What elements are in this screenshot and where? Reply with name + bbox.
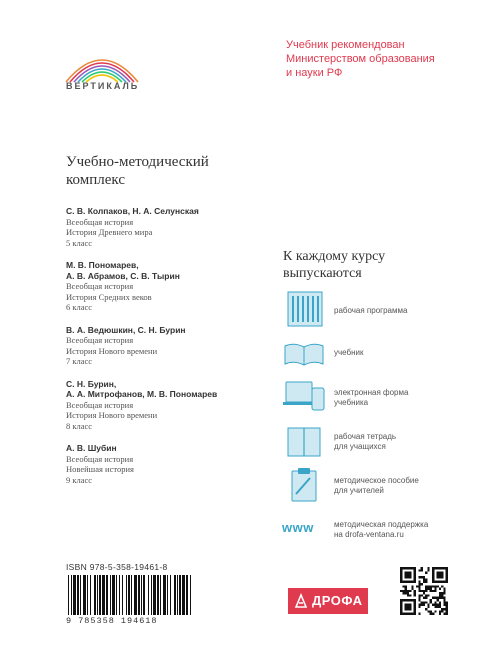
book-series: Всеобщая история — [66, 335, 134, 345]
barcode-bar — [177, 575, 178, 615]
qr-module — [418, 581, 420, 583]
qr-module — [405, 592, 407, 594]
qr-module — [418, 583, 420, 585]
qr-module — [423, 597, 425, 599]
qr-module — [446, 606, 448, 608]
course-item-program — [276, 290, 476, 330]
qr-module — [418, 599, 420, 601]
barcode-bar — [163, 575, 166, 615]
book-grade: 6 класс — [66, 302, 93, 312]
qr-module — [423, 592, 425, 594]
book-entry — [66, 379, 266, 432]
course-label — [334, 432, 474, 452]
qr-module — [439, 606, 441, 608]
qr-module — [443, 588, 445, 590]
courses-heading-line: К каждому курсу — [283, 249, 386, 264]
qr-module — [441, 608, 443, 610]
course-label — [334, 388, 474, 408]
barcode-bar — [128, 575, 130, 615]
qr-module — [434, 606, 436, 608]
barcode-bar — [87, 575, 88, 615]
qr-module — [407, 594, 409, 596]
qr-module — [411, 585, 413, 587]
book-grade: 8 класс — [66, 420, 93, 431]
barcode-bar — [94, 575, 96, 615]
course-label — [334, 476, 474, 496]
book-authors: В. А. Ведюшкин, С. Н. Бурин — [66, 324, 186, 335]
qr-module — [421, 604, 423, 606]
qr-module — [437, 572, 444, 579]
qr-module — [443, 592, 445, 594]
book-entry — [66, 443, 266, 485]
book-series: Всеобщая история — [66, 281, 134, 291]
qr-module — [439, 613, 441, 615]
publisher-name: ДРОФА — [312, 593, 363, 608]
qr-module — [434, 588, 436, 590]
qr-module — [418, 604, 420, 606]
qr-module — [409, 594, 411, 596]
qr-module — [427, 588, 429, 590]
qr-module — [405, 572, 412, 579]
qr-module — [441, 592, 443, 594]
barcode-bar — [157, 575, 159, 615]
qr-module — [439, 604, 441, 606]
qr-module — [443, 604, 445, 606]
course-item-teacher-guide — [276, 466, 476, 506]
qr-module — [425, 608, 427, 610]
qr-module — [446, 613, 448, 615]
barcode-bar — [106, 575, 108, 615]
barcode-bar — [151, 575, 152, 615]
qr-module — [425, 601, 427, 603]
barcode-bar — [143, 575, 145, 615]
book-authors: С. В. Колпаков, Н. А. Селунская — [66, 206, 199, 216]
qr-module — [432, 585, 434, 587]
qr-module — [423, 590, 425, 592]
barcode-bar — [99, 575, 101, 615]
qr-module — [434, 590, 436, 592]
qr-module — [423, 576, 425, 578]
qr-module — [421, 576, 423, 578]
umk-title-line: Учебно-методический — [66, 154, 209, 170]
book-list — [66, 206, 266, 497]
barcode-bar — [112, 575, 115, 615]
book-authors: С. Н. Бурин, — [66, 378, 117, 389]
qr-module — [427, 606, 429, 608]
barcode-bar — [170, 575, 171, 615]
barcode-bar — [83, 575, 86, 615]
qr-module — [427, 610, 429, 612]
qr-module — [425, 588, 427, 590]
qr-module — [439, 588, 441, 590]
qr-module — [427, 585, 429, 587]
barcode-bar — [77, 575, 79, 615]
qr-module — [439, 594, 441, 596]
qr-module — [430, 585, 432, 587]
qr-module — [446, 610, 448, 612]
book-series: Всеобщая история — [66, 216, 134, 227]
qr-module — [421, 594, 423, 596]
qr-module — [434, 601, 436, 603]
barcode-bar — [182, 575, 185, 615]
qr-module — [446, 608, 448, 610]
qr-module — [423, 578, 425, 580]
course-label-line: для учителей — [334, 486, 384, 495]
book-authors: М. В. Пономарев, — [66, 260, 139, 270]
barcode-bar — [160, 575, 161, 615]
qr-module — [405, 590, 407, 592]
book-grade: 5 класс — [66, 237, 93, 248]
qr-module — [434, 585, 436, 587]
course-label-line: на drofa-ventana.ru — [334, 530, 404, 539]
qr-module — [437, 585, 439, 587]
qr-module — [443, 599, 445, 601]
qr-module — [434, 610, 436, 612]
barcode-bar — [97, 575, 98, 615]
barcode-bar — [167, 575, 168, 615]
book-entry — [66, 206, 266, 248]
qr-module — [446, 601, 448, 603]
qr-module — [432, 590, 434, 592]
book-series: Всеобщая история — [66, 453, 134, 464]
barcode-bar — [174, 575, 176, 615]
qr-module — [418, 588, 420, 590]
ministry-recommendation — [286, 38, 476, 80]
qr-module — [418, 613, 420, 615]
book-title: История Древнего мира — [66, 227, 153, 237]
qr-module — [411, 588, 413, 590]
barcode-bar — [141, 575, 142, 615]
book-grade: 7 класс — [66, 356, 93, 366]
qr-module — [432, 597, 434, 599]
barcode-bar — [179, 575, 181, 615]
qr-module — [418, 594, 420, 596]
qr-module — [425, 594, 427, 596]
course-label-line: учебника — [334, 398, 369, 407]
qr-module — [414, 594, 416, 596]
qr-module — [425, 572, 427, 574]
book-series: Всеобщая история — [66, 399, 134, 410]
qr-module — [402, 590, 404, 592]
open-book-icon — [282, 334, 326, 374]
book-authors: А. В. Абрамов, С. В. Тырин — [66, 270, 180, 281]
course-label-line: рабочая тетрадь — [334, 432, 397, 441]
barcode-bar — [71, 575, 72, 615]
qr-module — [423, 601, 425, 603]
barcode-bar — [122, 575, 123, 615]
barcode-bar — [126, 575, 127, 615]
qr-module — [421, 583, 423, 585]
qr-module — [446, 604, 448, 606]
barcode-bar — [90, 575, 91, 615]
barcode-bar — [68, 575, 69, 615]
qr-module — [437, 597, 439, 599]
course-label: рабочая программа — [334, 306, 408, 315]
qr-module — [421, 601, 423, 603]
qr-module — [441, 597, 443, 599]
qr-module — [402, 592, 404, 594]
qr-module — [430, 613, 432, 615]
qr-module — [443, 608, 445, 610]
clipboard-icon — [282, 466, 326, 506]
qr-module — [439, 592, 441, 594]
qr-module — [443, 590, 445, 592]
qr-module — [405, 588, 407, 590]
qr-module — [439, 601, 441, 603]
barcode-bar — [134, 575, 137, 615]
book-title: Новейшая история — [66, 464, 134, 474]
qr-module — [416, 585, 418, 587]
barcode-bar — [80, 575, 81, 615]
qr-module — [409, 590, 411, 592]
qr-module — [421, 590, 423, 592]
barcode-bar — [73, 575, 76, 615]
qr-module — [430, 590, 432, 592]
course-item-eform — [276, 378, 476, 418]
barcode-bar — [116, 575, 117, 615]
qr-module — [441, 594, 443, 596]
qr-module — [437, 599, 439, 601]
qr-module — [430, 610, 432, 612]
qr-module — [400, 590, 402, 592]
qr-module — [443, 601, 445, 603]
course-label-line: для учащихся — [334, 442, 386, 451]
program-sheet-icon — [282, 290, 326, 330]
book-title: История Нового времени — [66, 345, 158, 356]
qr-module — [441, 610, 443, 612]
course-label-line: методическое пособие — [334, 476, 419, 485]
qr-module — [405, 604, 412, 611]
qr-module — [423, 581, 425, 583]
qr-module — [418, 569, 420, 571]
barcode-bar — [153, 575, 156, 615]
qr-module — [414, 590, 416, 592]
isbn: ISBN 978-5-358-19461-8 — [66, 562, 168, 572]
qr-module — [430, 599, 432, 601]
umk-title — [66, 153, 246, 189]
barcode-bar — [190, 575, 191, 615]
book-title: История Нового времени — [66, 410, 158, 420]
qr-module — [414, 592, 416, 594]
qr-module — [418, 585, 420, 587]
barcode-bar — [186, 575, 188, 615]
course-label: учебник — [334, 348, 364, 357]
book-entry — [66, 260, 266, 313]
qr-module — [418, 576, 420, 578]
qr-module — [402, 585, 404, 587]
barcode — [66, 575, 196, 621]
recommendation-line: и науки РФ — [286, 67, 343, 79]
qr-module — [418, 606, 420, 608]
book-entry — [66, 325, 266, 367]
course-item-textbook — [276, 334, 476, 374]
qr-module — [439, 597, 441, 599]
qr-module — [405, 585, 407, 587]
qr-module — [427, 594, 429, 596]
qr-code-icon — [400, 567, 448, 615]
course-item-workbook — [276, 422, 476, 462]
qr-module — [434, 597, 436, 599]
devices-icon — [282, 378, 326, 418]
book-authors: А. В. Шубин — [66, 443, 117, 453]
course-label — [334, 520, 474, 540]
qr-module — [437, 606, 439, 608]
qr-module — [425, 581, 427, 583]
courses-heading-line: выпускаются — [283, 266, 362, 281]
course-label-line: методическая поддержка — [334, 520, 429, 529]
www-text: www — [282, 520, 314, 535]
qr-module — [418, 590, 420, 592]
logo-wordmark: ВЕРТИКАЛЬ — [66, 81, 140, 91]
barcode-bar — [119, 575, 120, 615]
book-grade: 9 класс — [66, 474, 93, 485]
drofa-bird-logo-icon — [294, 593, 308, 609]
qr-module — [443, 597, 445, 599]
workbook-icon — [282, 422, 326, 462]
barcode-number: 9 785358 194618 — [66, 616, 196, 626]
www-icon — [282, 520, 326, 560]
recommendation-line: Учебник рекомендован — [286, 39, 405, 51]
qr-module — [430, 601, 432, 603]
qr-module — [427, 604, 429, 606]
publisher-logo — [288, 588, 368, 614]
qr-module — [439, 610, 441, 612]
course-label-line: электронная форма — [334, 388, 409, 397]
umk-title-line: комплекс — [66, 172, 125, 188]
qr-module — [437, 604, 439, 606]
qr-module — [425, 597, 427, 599]
barcode-bar — [131, 575, 132, 615]
qr-module — [443, 613, 445, 615]
recommendation-line: Министерством образования — [286, 53, 435, 65]
qr-module — [427, 567, 429, 569]
qr-module — [425, 585, 427, 587]
barcode-bar — [102, 575, 105, 615]
qr-module — [421, 567, 423, 569]
courses-heading — [283, 248, 453, 282]
book-title: История Средних веков — [66, 291, 152, 302]
barcode-bar — [110, 575, 111, 615]
barcode-bar — [138, 575, 140, 615]
course-item-web-support — [276, 510, 476, 550]
qr-module — [432, 613, 434, 615]
qr-module — [425, 590, 427, 592]
qr-module — [432, 604, 434, 606]
qr-module — [441, 585, 443, 587]
qr-module — [425, 578, 427, 580]
qr-module — [418, 597, 420, 599]
qr-module — [423, 604, 425, 606]
book-authors: А. А. Митрофанов, М. В. Пономарев — [66, 389, 218, 399]
barcode-bar — [148, 575, 149, 615]
qr-module — [407, 590, 409, 592]
qr-module — [407, 592, 409, 594]
qr-module — [421, 569, 423, 571]
qr-module — [427, 569, 429, 571]
qr-module — [430, 588, 432, 590]
qr-module — [434, 604, 436, 606]
